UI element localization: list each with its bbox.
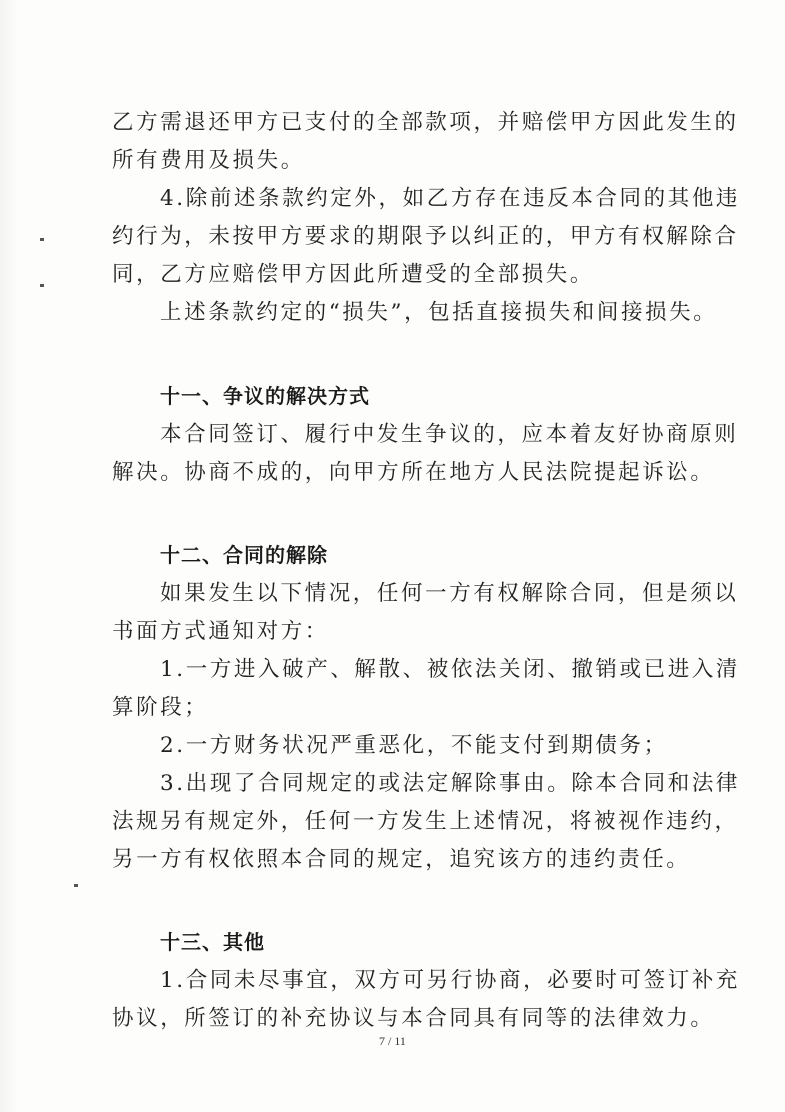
body-line: 1.一方进入破产、解散、被依法关闭、撤销或已进入清	[160, 657, 741, 682]
body-line: 所有费用及损失。	[112, 148, 305, 173]
body-line: 约行为，未按甲方要求的期限予以纠正的，甲方有权解除合	[112, 224, 739, 249]
body-line: 解决。协商不成的，向甲方所在地方人民法院提起诉讼。	[112, 460, 715, 485]
body-line: 算阶段；	[112, 695, 209, 720]
body-line: 本合同签订、履行中发生争议的，应本着友好协商原则	[160, 422, 739, 447]
scan-speck	[40, 284, 44, 287]
section-heading: 十三、其他	[160, 930, 265, 954]
body-line: 上述条款约定的“损失”，包括直接损失和间接损失。	[160, 300, 718, 325]
page-number: 7 / 11	[379, 1034, 406, 1048]
body-line: 1.合同未尽事宜，双方可另行协商，必要时可签订补充	[160, 968, 741, 993]
body-line: 书面方式通知对方：	[112, 619, 329, 644]
scan-edge-shadow	[0, 0, 18, 1112]
body-line: 另一方有权依照本合同的规定，追究该方的违约责任。	[112, 847, 691, 872]
body-line: 4.除前述条款约定外，如乙方存在违反本合同的其他违	[160, 186, 741, 211]
section-heading: 十一、争议的解决方式	[160, 384, 370, 408]
scan-speck	[74, 884, 78, 887]
body-line: 3.出现了合同规定的或法定解除事由。除本合同和法律	[160, 771, 741, 796]
scan-speck	[40, 238, 44, 241]
body-line: 同，乙方应赔偿甲方因此所遭受的全部损失。	[112, 262, 595, 287]
body-line: 乙方需退还甲方已支付的全部款项，并赔偿甲方因此发生的	[112, 110, 739, 135]
section-heading: 十二、合同的解除	[160, 543, 328, 567]
body-line: 如果发生以下情况，任何一方有权解除合同，但是须以	[160, 581, 739, 606]
body-line: 法规另有规定外，任何一方发生上述情况，将被视作违约，	[112, 809, 739, 834]
body-line: 2.一方财务状况严重恶化，不能支付到期债务；	[160, 733, 668, 758]
body-line: 协议，所签订的补充协议与本合同具有同等的法律效力。	[112, 1006, 715, 1031]
